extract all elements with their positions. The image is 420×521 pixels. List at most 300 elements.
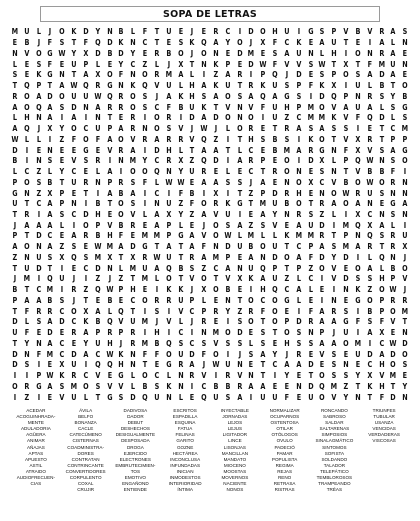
grid-letter: S [355,274,361,284]
grid-letter: R [307,317,313,327]
grid-letter: S [402,360,408,370]
grid-letter: B [12,156,18,166]
grid-letter: O [177,48,184,58]
grid-letter: K [189,38,195,48]
grid-letter: R [154,48,160,58]
grid-letter: Z [36,188,41,198]
grid-letter: U [366,188,373,198]
grid-letter: N [236,360,243,370]
grid-letter: O [295,177,302,187]
grid-letter: S [189,263,195,273]
grid-letter: K [130,81,136,91]
grid-letter: A [319,306,325,316]
grid-letter: T [24,231,29,241]
grid-letter: T [59,177,65,187]
grid-letter: N [142,124,148,134]
grid-letter: C [260,295,266,305]
word-item: SOFISTA [324,450,345,456]
grid-letter: R [71,371,77,381]
grid-letter: E [296,392,301,402]
grid-letter: S [59,295,65,305]
word-item: ENTIENDE [123,487,147,493]
grid-letter: O [260,27,266,37]
grid-letter: O [130,102,136,112]
grid-letter: J [155,91,158,101]
grid-letter: O [402,156,408,166]
grid-letter: L [95,59,100,69]
grid-letter: N [106,27,113,37]
grid-letter: R [83,177,89,187]
grid-letter: N [366,48,373,58]
grid-letter: N [402,59,408,69]
grid-letter: R [213,27,219,37]
grid-letter: F [24,306,29,316]
grid-letter: O [154,124,160,134]
grid-letter: G [165,360,172,370]
grid-letter: J [49,27,52,37]
grid-letter: A [296,220,302,230]
grid-letter: B [367,167,373,177]
grid-letter: K [367,381,373,391]
grid-letter: E [48,360,53,370]
grid-letter: R [71,285,77,295]
grid-letter: E [71,263,77,273]
grid-letter: E [284,381,290,391]
grid-letter: E [142,285,148,295]
grid-letter: Q [355,220,361,230]
grid-letter: Q [319,381,326,391]
grid-letter: Q [35,102,42,112]
grid-letter: W [94,91,102,101]
grid-letter: T [260,371,266,381]
grid-letter: U [71,360,77,370]
grid-letter: I [191,328,194,338]
grid-letter: V [355,167,361,177]
grid-letter: T [260,317,266,327]
grid-letter: E [71,145,77,155]
grid-letter: G [343,317,349,327]
grid-letter: U [142,263,148,273]
grid-letter: T [331,59,337,69]
grid-letter: S [272,48,278,58]
grid-letter: G [402,145,408,155]
word-item: DORES [77,450,94,456]
grid-letter: K [307,134,314,144]
word-item: EJERCIDO [123,450,147,456]
grid-letter: M [378,59,385,69]
grid-letter: L [36,27,41,37]
grid-letter: L [107,306,112,316]
grid-letter: E [166,38,171,48]
grid-letter: A [36,295,42,305]
grid-letter: O [142,70,148,80]
grid-letter: N [284,209,290,219]
grid-letter: W [11,134,19,144]
grid-letter: H [24,113,30,123]
grid-letter: E [119,113,124,123]
grid-letter: X [343,59,349,69]
grid-letter: A [189,242,195,252]
word-item: APUESTO [24,456,47,462]
grid-letter: F [48,59,53,69]
grid-letter: F [379,392,384,402]
grid-letter: S [24,360,30,370]
grid-letter: T [178,242,183,252]
grid-letter: U [272,81,278,91]
grid-letter: X [213,188,219,198]
grid-letter: M [342,242,350,252]
word-item: SALDAR [325,420,344,426]
grid-letter: Q [106,91,113,101]
grid-letter: A [71,231,77,241]
grid-letter: D [295,70,302,80]
grid-letter: R [248,156,254,166]
word-column [161,408,209,516]
grid-letter: U [165,252,172,262]
grid-letter: E [213,295,219,305]
grid-letter: R [71,328,77,338]
grid-letter: T [178,252,183,262]
grid-letter: I [297,27,300,37]
grid-letter: D [272,188,278,198]
grid-letter: N [390,188,396,198]
grid-letter: R [130,220,136,230]
grid-letter: Q [83,81,89,91]
grid-letter: C [154,156,160,166]
grid-letter: F [71,134,77,144]
grid-letter: L [24,134,29,144]
grid-letter: S [367,274,372,284]
grid-letter: R [189,252,195,262]
grid-letter: L [12,113,17,123]
grid-letter: S [343,124,349,134]
grid-letter: T [119,252,124,262]
grid-letter: U [35,252,42,262]
grid-letter: V [189,134,195,144]
grid-letter: I [13,392,17,402]
grid-letter: U [24,263,30,273]
grid-letter: O [23,91,30,101]
word-item: AUDIOFRECUEN- [16,475,56,481]
word-item: PADECIÓ [274,444,295,450]
grid-letter: D [307,381,314,391]
grid-letter: W [58,48,66,58]
grid-letter: Q [260,263,266,273]
grid-letter: V [402,274,408,284]
grid-letter: E [260,124,266,134]
grid-letter: A [260,381,266,391]
grid-letter: E [320,285,325,295]
grid-letter: A [47,113,53,123]
grid-letter: H [189,81,195,91]
grid-letter: U [95,124,101,134]
grid-letter: P [83,59,89,69]
grid-letter: V [331,263,337,273]
grid-letter: I [321,274,324,284]
grid-letter: A [378,38,384,48]
grid-letter: B [95,231,101,241]
grid-letter: V [177,306,183,316]
grid-letter: M [307,113,314,123]
grid-letter: T [237,295,242,305]
grid-letter: A [260,177,266,187]
grid-letter: A [106,134,113,144]
grid-letter: H [378,381,385,391]
grid-letter: D [130,242,136,252]
grid-letter: J [72,295,76,305]
grid-letter: U [260,392,266,402]
grid-letter: I [250,70,253,80]
grid-letter: A [331,338,337,348]
grid-letter: L [296,274,301,284]
grid-letter: M [401,306,409,316]
grid-letter: L [83,392,88,402]
grid-letter: A [59,81,65,91]
grid-letter: T [142,360,148,370]
grid-letter: U [272,113,278,123]
grid-letter: O [236,38,243,48]
grid-letter: R [319,231,325,241]
grid-letter: E [343,263,349,273]
grid-letter: J [403,285,407,295]
grid-letter: Y [225,38,231,48]
grid-letter: S [154,306,160,316]
grid-letter: O [142,295,148,305]
grid-letter: C [59,349,65,359]
grid-letter: E [249,360,254,370]
grid-letter: U [59,274,65,284]
grid-letter: M [23,274,30,284]
grid-letter: W [70,81,78,91]
word-item: ACOGUINHRADA- [16,414,56,420]
grid-letter: S [343,371,349,381]
grid-letter: I [143,145,147,155]
grid-letter: F [355,113,361,123]
grid-letter: L [237,231,242,241]
grid-letter: O [118,199,125,209]
grid-letter: F [260,102,266,112]
grid-letter: N [378,156,385,166]
grid-letter: M [141,274,149,284]
grid-letter: A [47,338,53,348]
grid-letter: E [308,349,313,359]
grid-letter: A [154,263,160,273]
grid-letter: S [237,177,242,187]
grid-letter: V [343,113,349,123]
grid-letter: R [201,167,207,177]
grid-letter: Q [71,252,77,262]
grid-letter: C [142,38,148,48]
grid-letter: V [71,156,77,166]
grid-letter: T [12,306,18,316]
grid-letter: M [401,124,409,134]
grid-letter: I [356,306,359,316]
word-column [211,408,259,516]
grid-letter: L [225,167,230,177]
grid-letter: F [142,177,148,187]
grid-letter: B [272,145,278,155]
grid-letter: U [307,220,314,230]
grid-letter: R [12,91,18,101]
grid-letter: B [142,381,148,391]
grid-letter: R [296,349,302,359]
grid-letter: Z [12,252,18,262]
grid-letter: S [308,124,313,134]
grid-letter: E [107,59,112,69]
grid-letter: A [296,145,302,155]
grid-letter: N [295,167,302,177]
grid-letter: W [389,285,397,295]
grid-letter: P [166,220,171,230]
grid-letter: B [402,91,408,101]
grid-letter: I [226,134,229,144]
grid-letter: W [224,231,232,241]
grid-letter: K [355,285,361,295]
grid-letter: F [154,349,160,359]
grid-letter: I [261,113,265,123]
grid-letter: G [319,145,325,155]
grid-letter: J [214,124,218,134]
grid-letter: R [36,306,42,316]
grid-letter: S [284,81,290,91]
grid-letter: S [260,220,266,230]
grid-letter: G [142,242,148,252]
grid-letter: O [295,199,302,209]
grid-letter: I [60,285,64,295]
grid-letter: M [295,231,302,241]
grid-letter: B [390,263,396,273]
grid-letter: N [236,102,243,112]
word-item: ASTIL [29,462,43,468]
grid-letter: A [118,124,124,134]
grid-letter: S [319,70,325,80]
grid-letter: A [296,252,302,262]
grid-letter: S [237,91,242,101]
grid-letter: O [118,209,125,219]
grid-letter: S [379,145,384,155]
grid-letter: L [367,252,372,262]
grid-letter: G [402,102,408,112]
grid-letter: E [119,295,124,305]
grid-letter: T [237,188,242,198]
grid-letter: E [130,231,136,241]
grid-letter: W [46,371,54,381]
grid-letter: Y [59,167,65,177]
grid-letter: C [71,317,77,327]
grid-letter: E [308,295,313,305]
grid-letter: W [153,252,161,262]
grid-letter: E [95,295,100,305]
grid-letter: B [284,199,290,209]
grid-letter: V [189,274,195,284]
grid-letter: E [59,145,65,155]
grid-letter: A [367,328,373,338]
grid-letter: C [390,124,396,134]
grid-letter: O [284,167,290,177]
word-item: CISTERNAS [72,438,99,444]
grid-letter: C [319,177,325,187]
grid-letter: H [165,145,172,155]
grid-letter: T [154,38,160,48]
grid-letter: A [260,209,266,219]
grid-letter: A [189,231,195,241]
grid-letter: O [83,381,89,391]
grid-letter: E [59,231,65,241]
word-item: CRUJIR [77,487,95,493]
word-item: OVULO [276,438,293,444]
grid-letter: X [355,145,361,155]
grid-letter: B [95,317,101,327]
grid-letter: I [72,220,76,230]
word-item: EMOTIVO [124,475,146,481]
grid-letter: T [24,285,29,295]
grid-letter: T [237,134,242,144]
grid-letter: L [237,145,242,155]
grid-letter: R [106,102,112,112]
grid-letter: E [83,167,89,177]
grid-letter: V [59,392,65,402]
grid-letter: Q [23,81,30,91]
grid-letter: D [12,349,18,359]
grid-letter: C [308,274,313,284]
word-column [261,408,309,516]
grid-letter: S [343,306,349,316]
grid-letter: M [342,220,350,230]
grid-letter: E [308,70,313,80]
grid-letter: I [143,113,147,123]
grid-letter: R [118,145,124,155]
grid-letter: T [95,392,100,402]
grid-letter: U [284,27,290,37]
grid-letter: U [12,199,18,209]
grid-letter: Z [237,306,242,316]
grid-letter: M [129,156,137,166]
grid-letter: U [390,59,396,69]
grid-letter: L [131,381,136,391]
grid-letter: F [367,59,372,69]
grid-letter: R [367,91,373,101]
grid-letter: N [225,295,231,305]
grid-letter: R [130,124,136,134]
grid-letter: S [59,38,65,48]
grid-letter: S [249,349,254,359]
grid-letter: Z [343,381,349,391]
grid-letter: A [248,91,254,101]
grid-letter: E [320,360,325,370]
grid-letter: R [142,134,148,144]
grid-letter: E [391,328,396,338]
grid-letter: A [166,242,172,252]
word-item: GOZNE [176,444,194,450]
grid-letter: E [260,145,266,155]
grid-letter: S [331,242,337,252]
grid-letter: L [391,38,396,48]
grid-letter: N [130,360,136,370]
grid-letter: V [166,317,172,327]
grid-letter: C [95,349,101,359]
grid-letter: L [320,48,325,58]
grid-letter: N [284,177,290,187]
grid-letter: M [129,263,137,273]
word-item: JORNADAS [222,414,248,420]
grid-letter: N [201,328,207,338]
grid-letter: H [331,48,337,58]
grid-letter: J [108,274,111,284]
grid-letter: P [319,328,325,338]
grid-letter: R [390,231,396,241]
grid-letter: P [59,188,65,198]
grid-letter: U [24,27,30,37]
